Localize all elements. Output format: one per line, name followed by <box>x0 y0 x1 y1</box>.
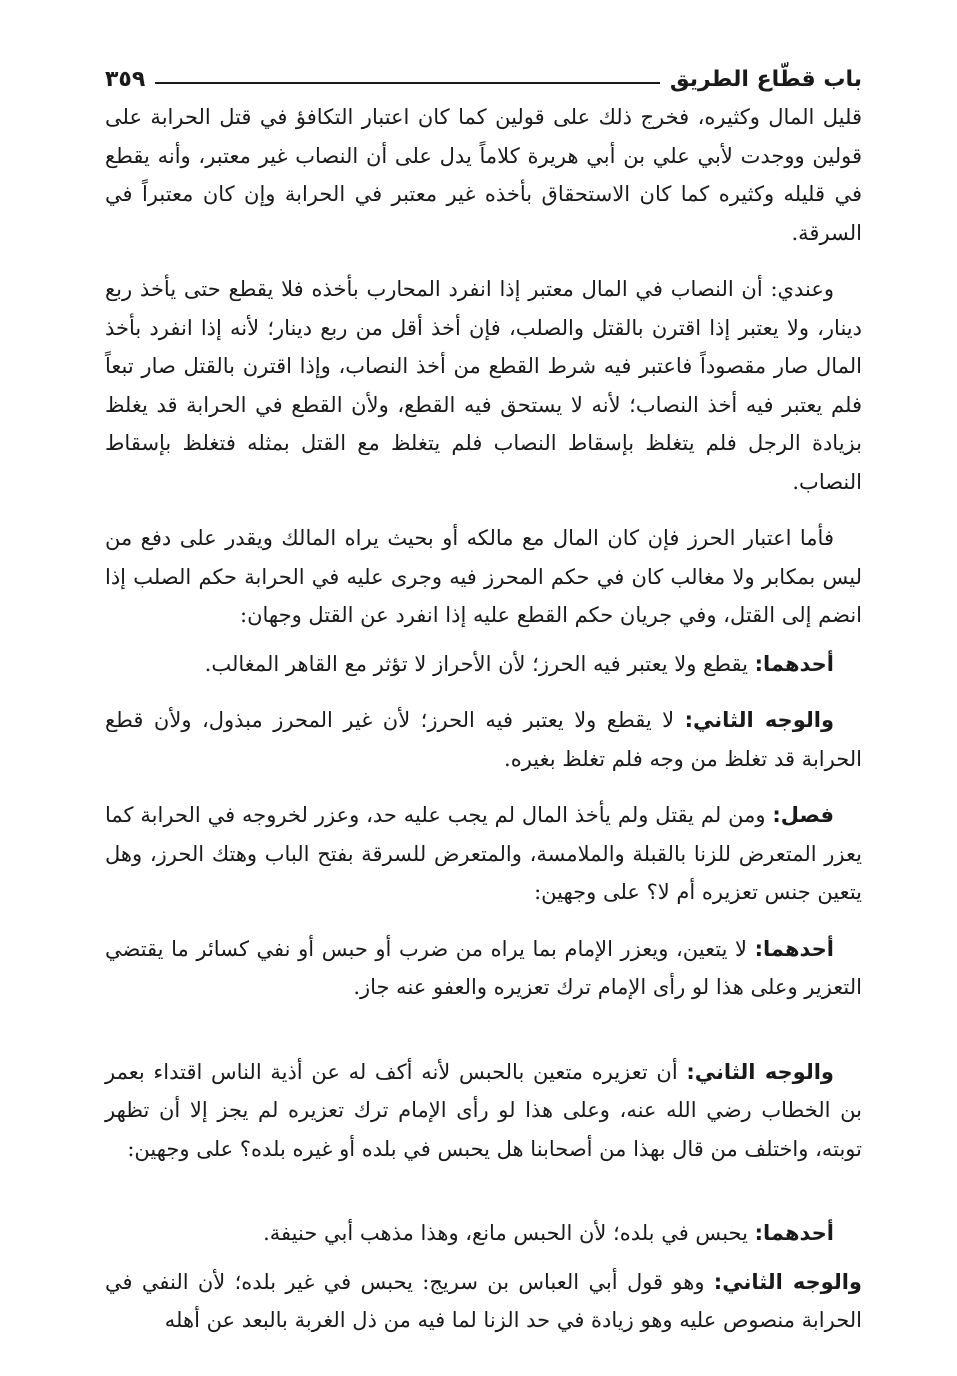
paragraph-text: وعندي: أن النصاب في المال معتبر إذا انفرد المحارب بأخذه فلا يقطع حتى يأخذ ربع دينار، ولا يعتبر إذا اقترن بالقتل والصلب، فإن أخذ أقل من ربع دينار؛ لأنه إذا انفرد بأخذ المال صار مقصوداً فاعتبر فيه شرط القطع من أخذ النصاب، وإذا اقترن بالقتل صار تبعاً فلم يعتبر فيه أخذ النصاب؛ لأنه لا يستحق فيه القطع، ولأن القطع في الحرابة قد يغلظ بزيادة الرجل فلم يتغلظ بإسقاط النصاب فلم يتغلظ مع القتل بمثله فتغلظ بإسقاط النصاب. <box>105 277 862 494</box>
paragraph-lead: أحدهما: <box>754 651 834 676</box>
header-rule <box>155 82 660 84</box>
paragraph-text: قليل المال وكثيره، فخرج ذلك على قولين كما كان اعتبار التكافؤ في قتل الحرابة على قولين ووجدت لأبي علي بن أبي هريرة كلاماً يدل على أن النصاب غير معتبر، وأنه يقطع في قليله وكثيره كما كان الاستحقاق بأخذه غير معتبر في الحرابة وإن كان معتبراً في السرقة. <box>105 105 862 245</box>
paragraph-text: يقطع ولا يعتبر فيه الحرز؛ لأن الأحراز لا تؤثر مع القاهر المغالب. <box>204 651 755 676</box>
paragraph-5 <box>105 701 862 778</box>
paragraph-3 <box>105 519 862 635</box>
paragraph-10 <box>105 1263 862 1340</box>
paragraph-lead: والوجه الثاني: <box>686 1059 834 1084</box>
paragraph-text: لا يقطع ولا يعتبر فيه الحرز؛ لأن غير المحرز مبذول، ولأن قطع الحرابة قد تغلظ من وجه فلم تغلظ بغيره. <box>105 708 862 771</box>
paragraph-text: أن تعزيره متعين بالحبس لأنه أكف له عن أذية الناس اقتداء بعمر بن الخطاب رضي الله عنه، وعلى هذا لو رأى الإمام ترك تعزيره لم يجز إلا أن تظهر توبته، واختلف من قال بهذا من أصحابنا هل يحبس في بلده أو غيره بلده؟ على وجهين: <box>105 1059 862 1161</box>
paragraph-lead: أحدهما: <box>754 1221 834 1245</box>
paragraph-text: لا يتعين، ويعزر الإمام بما يراه من ضرب أو حبس أو نفي كسائر ما يقتضي التعزير وعلى هذا لو رأى الإمام ترك تعزيره والعفو عنه جاز. <box>105 936 862 999</box>
paragraph-lead: والوجه الثاني: <box>684 708 834 732</box>
paragraph-text: فأما اعتبار الحرز فإن كان المال مع مالكه أو بحيث يراه المالك ويقدر على دفع من ليس بمكابر ولا مغالب كان في حكم المحرز فيه وجرى عليه في الحرابة حكم الصلب إذا انضم إلى القتل، وفي جريان حكم القطع عليه إذا انفرد عن القتل وجهان: <box>105 526 862 627</box>
paragraph-8 <box>105 1053 862 1169</box>
paragraph-lead: والوجه الثاني: <box>713 1269 862 1294</box>
paragraph-4 <box>105 645 862 684</box>
paragraph-text: يحبس في بلده؛ لأن الحبس مانع، وهذا مذهب أبي حنيفة. <box>263 1221 755 1245</box>
paragraph-text: ومن لم يقتل ولم يأخذ المال لم يجب عليه حد، وعزر لخروجه في الحرابة كما يعزر المتعرض للزنا بالقبلة والملامسة، والمتعرض للسرقة بفتح الباب وهتك الحرز، وهل يتعين جنس تعزيره أم لا؟ على وجهين: <box>105 803 862 904</box>
paragraph-2 <box>105 270 862 501</box>
paragraph-lead: أحدهما: <box>754 936 834 961</box>
chapter-title: باب قطّاع الطريق <box>669 67 862 92</box>
paragraph-6 <box>105 796 862 912</box>
paragraph-7 <box>105 930 862 1007</box>
page-number: ٣٥٩ <box>105 67 146 92</box>
running-header <box>105 58 862 92</box>
section-marker: فصل: <box>772 803 834 827</box>
paragraph-1 <box>105 98 862 252</box>
paragraph-text: وهو قول أبي العباس بن سريج: يحبس في غير بلده؛ لأن النفي في الحرابة منصوص عليه وهو زيادة في حد الزنا لما فيه من ذل الغربة بالبعد عن أهله <box>105 1269 862 1332</box>
paragraph-9 <box>105 1214 862 1253</box>
